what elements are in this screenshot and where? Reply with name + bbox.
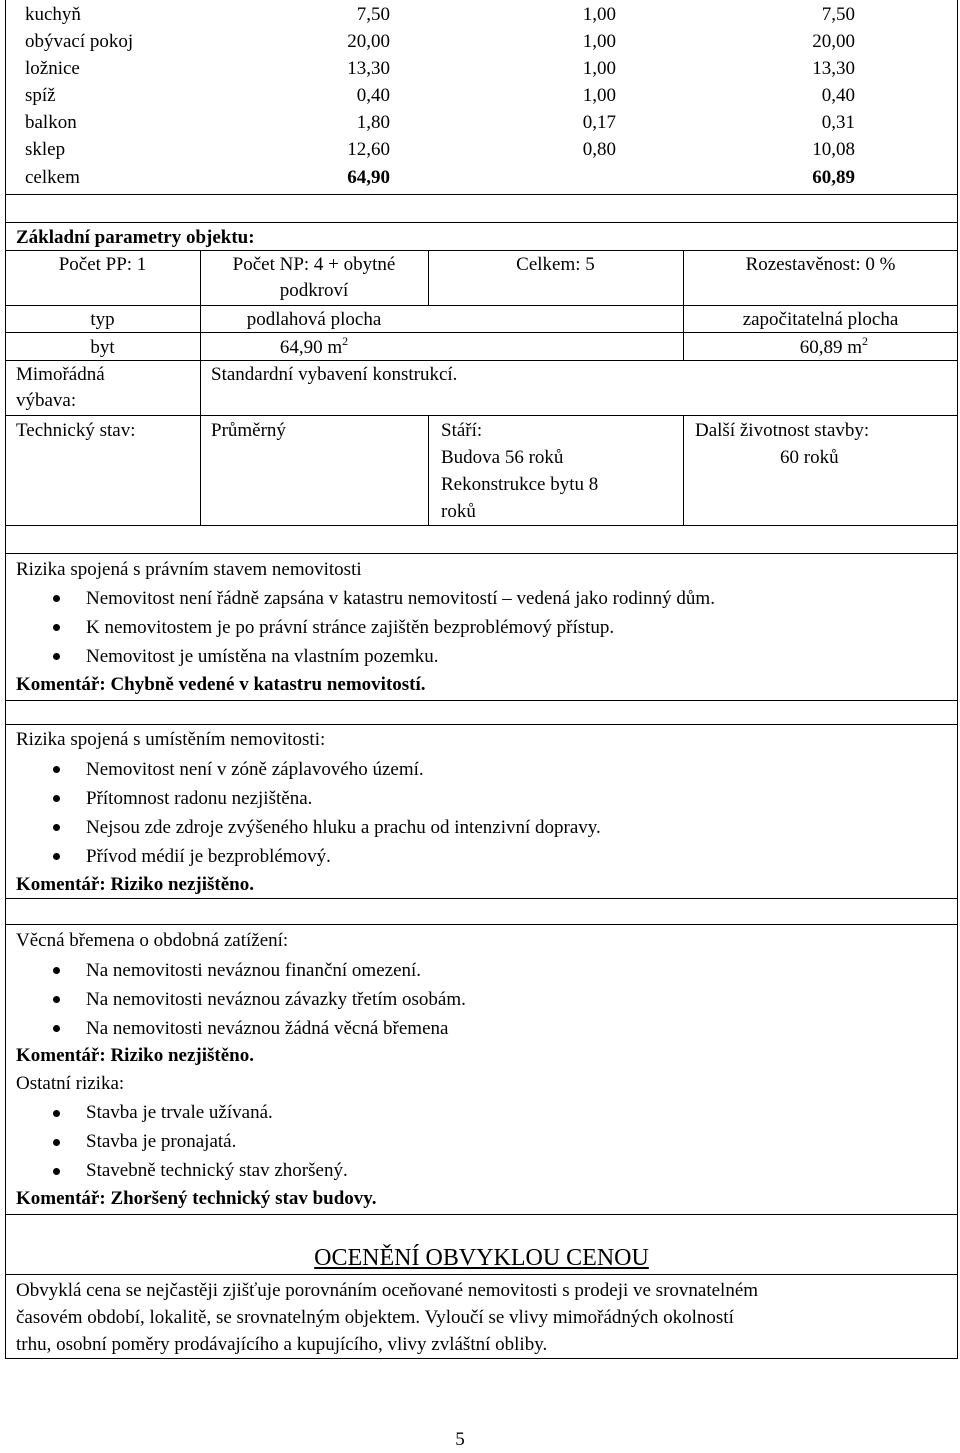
divider (5, 415, 958, 416)
divider (5, 724, 958, 725)
divider (5, 898, 958, 899)
room-coef: 1,00 (582, 58, 616, 79)
floor-area-number: 64,90 m (279, 337, 343, 358)
other-risks-comment: Komentář: Zhoršený technický stav budovy. (16, 1188, 377, 1209)
tech-state-value: Průměrný (211, 420, 286, 441)
bullet-icon (53, 824, 60, 831)
list-item: Stavba je pronajatá. (86, 1131, 237, 1152)
floor-area-value (200, 334, 428, 361)
valuation-text-line: časovém období, lokalitě, se srovnatelným objektem. Vyloučí se vlivy mimořádných okolností (16, 1307, 734, 1328)
divider (5, 332, 958, 333)
room-result: 0,40 (821, 85, 855, 106)
floor-area-header: podlahová plocha (246, 309, 382, 330)
room-area: 7,50 (356, 4, 390, 25)
lifetime-label: Další životnost stavby: (695, 420, 870, 441)
bullet-icon (53, 1139, 60, 1146)
count-np-line2: podkroví (279, 280, 349, 301)
age-reconstruction-unit: roků (441, 501, 476, 522)
list-item: K nemovitostem je po právní stránce zajištěn bezproblémový přístup. (86, 617, 615, 638)
lifetime-value: 60 roků (780, 447, 839, 468)
room-area: 12,60 (347, 139, 390, 160)
divider (5, 222, 958, 223)
valuation-text-line: trhu, osobní poměry prodávajícího a kupujícího, vlivy zvláštní obliby. (16, 1334, 548, 1355)
total-label: celkem (25, 167, 80, 188)
bullet-icon (53, 595, 60, 602)
room-name: sklep (25, 139, 66, 160)
bullet-icon (53, 853, 60, 860)
bullet-icon (53, 967, 60, 974)
room-result: 10,08 (812, 139, 855, 160)
divider (5, 700, 958, 701)
list-item: Nemovitost není řádně zapsána v katastru nemovitostí – vedená jako rodinný dům. (86, 588, 715, 609)
divider (5, 1358, 958, 1359)
list-item: Na nemovitosti neváznou závazky třetím osobám. (86, 989, 466, 1010)
page-number: 5 (455, 1429, 465, 1450)
room-name: obývací pokoj (25, 31, 134, 52)
total-result: 60,89 (812, 167, 855, 188)
divider (5, 553, 958, 554)
bullet-icon (53, 1168, 60, 1175)
location-risks-comment: Komentář: Riziko nezjištěno. (16, 874, 254, 895)
room-result: 0,31 (821, 112, 855, 133)
column-line (200, 360, 201, 525)
room-result: 13,30 (812, 58, 855, 79)
column-line (200, 250, 201, 360)
construction-progress: Rozestavěnost: 0 % (745, 254, 896, 275)
divider (5, 1274, 958, 1275)
bullet-icon (53, 795, 60, 802)
extra-equipment-label-1: Mimořádná (16, 364, 105, 385)
room-area: 1,80 (356, 112, 390, 133)
room-area: 20,00 (347, 31, 390, 52)
list-item: Nejsou zde zdroje zvýšeného hluku a prachu od intenzivní dopravy. (86, 817, 601, 838)
bullet-icon (53, 1110, 60, 1117)
list-item: Na nemovitosti neváznou finanční omezení. (86, 960, 422, 981)
tech-state-label: Technický stav: (16, 420, 136, 441)
list-item: Na nemovitosti neváznou žádná věcná břemena (86, 1018, 449, 1039)
divider (5, 1214, 958, 1215)
column-line (428, 415, 429, 525)
age-building: Budova 56 roků (441, 447, 564, 468)
params-heading: Základní parametry objektu: (16, 227, 255, 248)
room-area: 0,40 (356, 85, 390, 106)
divider (5, 360, 958, 361)
room-coef: 1,00 (582, 4, 616, 25)
table-border-right (957, 0, 958, 1358)
count-total: Celkem: 5 (516, 254, 595, 275)
table-border-left (5, 0, 6, 1358)
room-coef: 1,00 (582, 85, 616, 106)
easements-heading: Věcná břemena o obdobná zatížení: (16, 930, 289, 951)
countable-area-number: 60,89 m (799, 337, 862, 358)
type-value: byt (90, 337, 115, 358)
divider (5, 194, 958, 195)
other-risks-heading: Ostatní rizika: (16, 1073, 125, 1094)
age-label: Stáří: (441, 420, 483, 441)
age-reconstruction: Rekonstrukce bytu 8 (441, 474, 599, 495)
bullet-icon (53, 766, 60, 773)
column-line (683, 250, 684, 360)
list-item: Přívod médií je bezproblémový. (86, 846, 331, 867)
count-np-line1: Počet NP: 4 + obytné (232, 254, 396, 275)
countable-area-header: započitatelná plocha (742, 309, 899, 330)
room-coef: 1,00 (582, 31, 616, 52)
room-name: spíž (25, 85, 56, 106)
bullet-icon (53, 996, 60, 1003)
list-item: Nemovitost není v zóně záplavového území. (86, 759, 424, 780)
legal-risks-comment: Komentář: Chybně vedené v katastru nemovitostí. (16, 674, 426, 695)
room-coef: 0,80 (582, 139, 616, 160)
bullet-icon (53, 624, 60, 631)
valuation-text-line: Obvyklá cena se nejčastěji zjišťuje porovnáním oceňované nemovitosti s prodeji ve srovnatelném (16, 1280, 759, 1301)
total-area: 64,90 (347, 167, 390, 188)
location-risks-heading: Rizika spojená s umístěním nemovitosti: (16, 729, 326, 750)
unit-superscript: 2 (342, 334, 349, 348)
column-line (683, 415, 684, 525)
list-item: Stavebně technický stav zhoršený. (86, 1160, 348, 1181)
valuation-title: OCENĚNÍ OBVYKLOU CENOU (314, 1245, 649, 1271)
room-name: kuchyň (25, 4, 81, 25)
countable-area-value (683, 334, 868, 361)
room-coef: 0,17 (582, 112, 616, 133)
extra-equipment-label-2: výbava: (16, 390, 77, 411)
legal-risks-heading: Rizika spojená s právním stavem nemovitosti (16, 559, 362, 580)
room-result: 7,50 (821, 4, 855, 25)
unit-superscript: 2 (862, 334, 868, 348)
count-pp: Počet PP: 1 (58, 254, 147, 275)
room-name: balkon (25, 112, 77, 133)
room-name: ložnice (25, 58, 80, 79)
bullet-icon (53, 1025, 60, 1032)
divider (5, 525, 958, 526)
list-item: Nemovitost je umístěna na vlastním pozemku. (86, 646, 439, 667)
list-item: Přítomnost radonu nezjištěna. (86, 788, 313, 809)
easements-comment: Komentář: Riziko nezjištěno. (16, 1045, 254, 1066)
bullet-icon (53, 653, 60, 660)
divider (5, 924, 958, 925)
room-result: 20,00 (812, 31, 855, 52)
column-line (428, 250, 429, 305)
type-header: typ (90, 309, 115, 330)
list-item: Stavba je trvale užívaná. (86, 1102, 273, 1123)
room-area: 13,30 (347, 58, 390, 79)
extra-equipment-value: Standardní vybavení konstrukcí. (211, 364, 458, 385)
